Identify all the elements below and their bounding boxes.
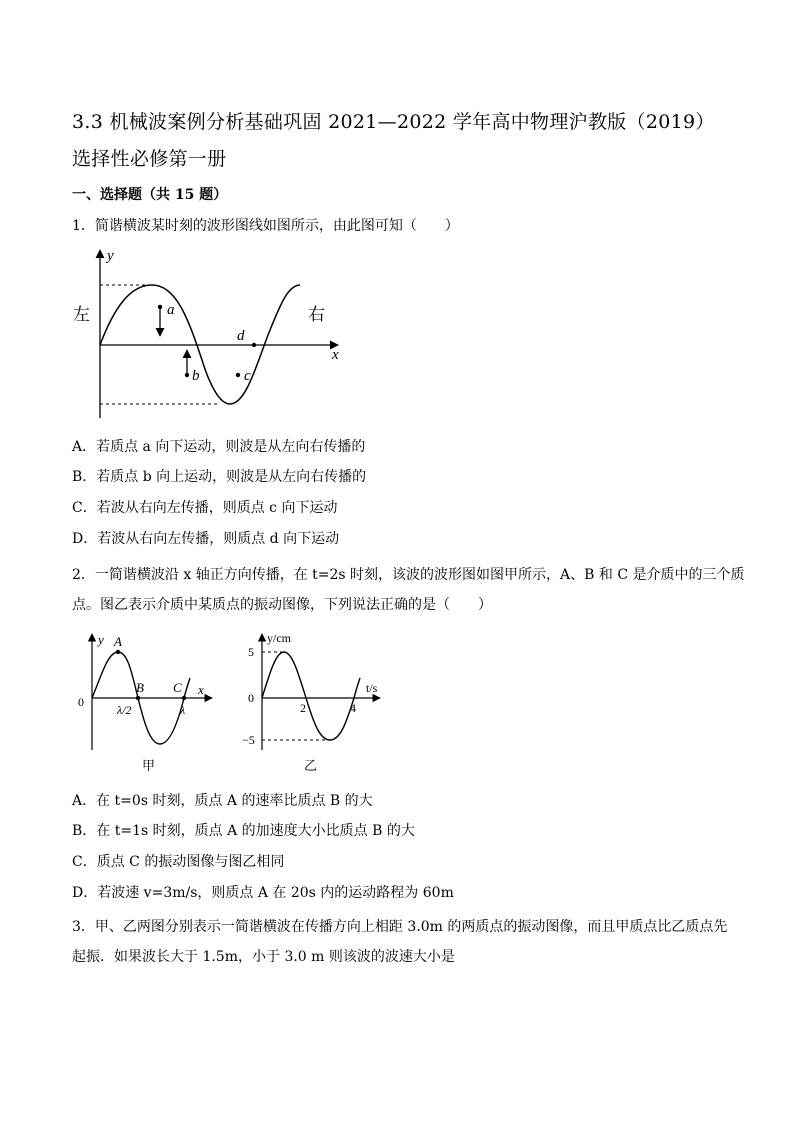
question-2-stem [72,560,752,620]
q2-stem-line-2: 点。图乙表示介质中某质点的振动图像，下列说法正确的是（ ） [72,597,492,613]
q1-right-label: 右 [308,305,325,324]
q1-x-label: x [332,347,339,363]
q2-jia-lambda: λ [180,703,186,717]
q3-stem-line-2: 起振．如果波长大于 1.5m，小于 3.0 m 则该波的波速大小是 [72,949,455,965]
q2-point-C [182,696,186,700]
q1-option-b: B．若质点 b 向上运动，则波是从左向右传播的 [72,469,367,485]
q2-option-b: B．在 t=1s 时刻，质点 A 的加速度大小比质点 B 的大 [72,823,415,839]
q3-stem-line-1: 3．甲、乙两图分别表示一简谐横波在传播方向上相距 3.0m 的两质点的振动图像，而且甲质点比乙质点先 [72,919,728,935]
q1-label-d: d [237,328,245,344]
q2-yi-y-label: y/cm [267,631,291,645]
q1-left-label: 左 [73,305,90,324]
question-3-stem [72,912,752,972]
q1-point-d [252,343,256,347]
q2-yi-t-label: t/s [366,681,378,695]
q2-yi-y-max: 5 [248,645,254,659]
q2-figure-jia [72,628,222,778]
question-1-stem: 1．简谐横波某时刻的波形图线如图所示，由此图可知（ ） [72,218,459,234]
q2-jia-label-A: A [114,634,122,649]
q2-option-a: A．在 t=0s 时刻，质点 A 的速率比质点 B 的大 [72,793,373,809]
title-line-2: 选择性必修第一册 [72,148,227,170]
q2-jia-label-B: B [136,680,144,695]
q1-label-c: c [244,368,251,384]
q2-jia-caption: 甲 [142,758,156,773]
q1-option-c: C．若波从右向左传播，则质点 c 向下运动 [72,500,338,516]
q2-yi-origin: 0 [248,691,254,705]
q2-yi-t4: 4 [350,701,356,715]
q2-jia-label-C: C [173,680,182,695]
q2-jia-x-label: x [198,682,204,697]
q1-y-label: y [107,248,114,264]
q2-yi-caption: 乙 [304,758,318,773]
q2-option-c: C．质点 C 的振动图像与图乙相同 [72,854,285,870]
document-title [72,104,752,178]
q1-option-a: A．若质点 a 向下运动，则波是从左向右传播的 [72,439,366,455]
q1-wave-figure [70,240,370,420]
q2-stem-line-1: 2．一简谐横波沿 x 轴正方向传播，在 t=2s 时刻，该波的波形图如图甲所示，A、B 和 C 是介质中的三个质 [72,567,745,583]
q2-yi-t2: 2 [300,701,306,715]
q2-jia-origin: 0 [78,695,84,709]
q1-option-d: D．若波从右向左传播，则质点 d 向下运动 [72,531,340,547]
title-line-1: 3.3 机械波案例分析基础巩固 2021—2022 学年高中物理沪教版（2019） [72,111,715,133]
q2-yi-y-min: −5 [242,733,255,747]
q2-figure-yi [238,628,388,778]
q2-jia-half-lambda: λ/2 [117,703,132,717]
section-heading: 一、选择题（共 15 题） [72,187,228,203]
q1-label-b: b [192,368,200,384]
q2-point-A [116,650,120,654]
q1-label-a: a [167,302,175,318]
q2-option-d: D．若波速 v=3m/s，则质点 A 在 20s 内的运动路程为 60m [72,885,454,901]
q1-point-c [236,373,240,377]
q2-jia-y-label: y [98,632,104,647]
q2-point-B [136,696,140,700]
